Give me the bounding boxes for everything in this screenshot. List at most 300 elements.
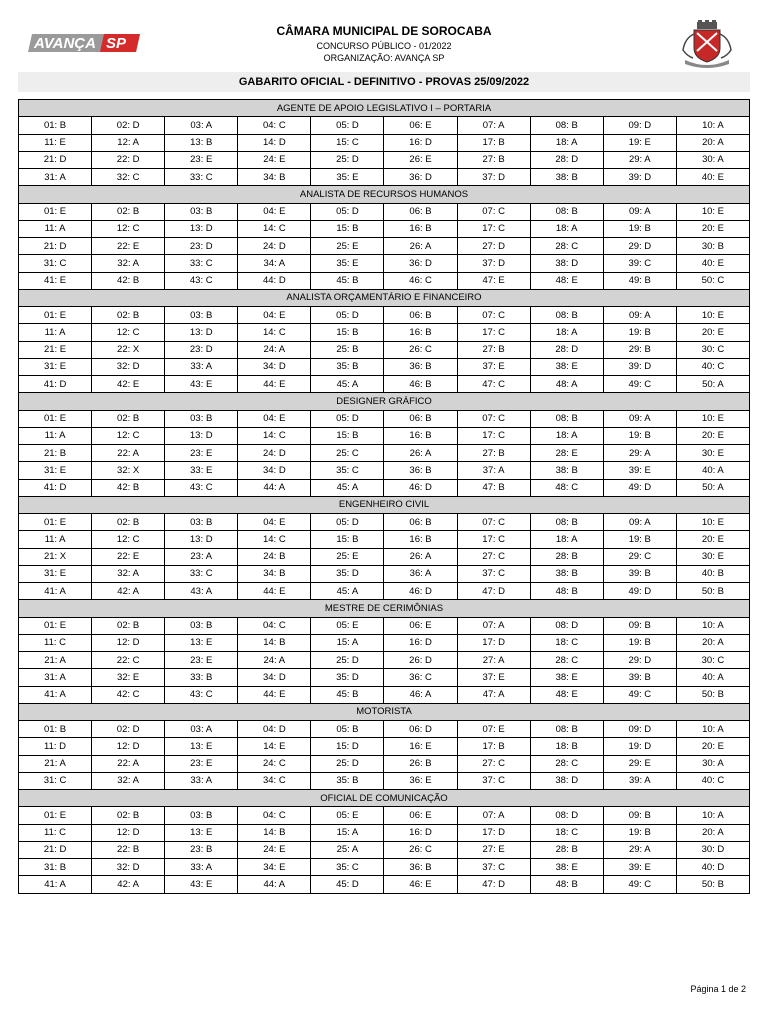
answer-cell: 11: A xyxy=(19,531,92,548)
answer-cell: 40: C xyxy=(676,772,749,789)
answer-cell: 36: B xyxy=(384,462,457,479)
answer-cell: 11: A xyxy=(19,324,92,341)
answer-cell: 43: E xyxy=(165,876,238,893)
answer-cell: 50: B xyxy=(676,876,749,893)
answer-cell: 04: D xyxy=(238,721,311,738)
answer-cell: 33: B xyxy=(165,669,238,686)
answer-cell: 10: A xyxy=(676,117,749,134)
answer-cell: 19: E xyxy=(603,134,676,151)
section-title: MESTRE DE CERIMÔNIAS xyxy=(19,600,750,617)
answer-cell: 17: D xyxy=(457,824,530,841)
answer-cell: 35: E xyxy=(311,169,384,186)
answer-cell: 47: A xyxy=(457,686,530,703)
answer-cell: 28: E xyxy=(530,445,603,462)
answer-cell: 36: E xyxy=(384,772,457,789)
answer-cell: 29: D xyxy=(603,652,676,669)
answer-row xyxy=(19,841,750,858)
answer-cell: 40: E xyxy=(676,169,749,186)
answer-cell: 20: A xyxy=(676,634,749,651)
answer-cell: 20: E xyxy=(676,427,749,444)
answer-cell: 45: D xyxy=(311,876,384,893)
answer-cell: 18: B xyxy=(530,738,603,755)
answer-cell: 13: D xyxy=(165,220,238,237)
answer-cell: 22: A xyxy=(92,755,165,772)
answer-cell: 50: A xyxy=(676,479,749,496)
answer-cell: 22: A xyxy=(92,445,165,462)
answer-cell: 10: A xyxy=(676,617,749,634)
answer-cell: 34: C xyxy=(238,772,311,789)
answer-row xyxy=(19,358,750,375)
answer-cell: 08: B xyxy=(530,307,603,324)
section-header-row xyxy=(19,393,750,410)
answer-cell: 05: B xyxy=(311,721,384,738)
answer-cell: 16: D xyxy=(384,634,457,651)
answer-cell: 16: B xyxy=(384,324,457,341)
answer-cell: 23: E xyxy=(165,652,238,669)
answer-cell: 38: E xyxy=(530,358,603,375)
answer-cell: 12: C xyxy=(92,531,165,548)
answer-cell: 29: D xyxy=(603,238,676,255)
section-header-row xyxy=(19,600,750,617)
answer-cell: 22: C xyxy=(92,652,165,669)
answer-cell: 48: C xyxy=(530,479,603,496)
answer-cell: 20: E xyxy=(676,531,749,548)
answer-cell: 18: A xyxy=(530,324,603,341)
answer-cell: 02: B xyxy=(92,410,165,427)
answer-cell: 43: C xyxy=(165,272,238,289)
answer-cell: 38: B xyxy=(530,462,603,479)
answer-cell: 02: D xyxy=(92,721,165,738)
answer-cell: 22: B xyxy=(92,841,165,858)
answer-cell: 10: A xyxy=(676,807,749,824)
answer-cell: 25: D xyxy=(311,151,384,168)
answer-cell: 02: B xyxy=(92,617,165,634)
answer-cell: 45: A xyxy=(311,583,384,600)
answer-cell: 33: A xyxy=(165,859,238,876)
answer-cell: 36: C xyxy=(384,669,457,686)
section-header-row xyxy=(19,289,750,306)
answer-cell: 26: B xyxy=(384,755,457,772)
answer-cell: 42: C xyxy=(92,686,165,703)
answer-cell: 07: A xyxy=(457,807,530,824)
section-header-row xyxy=(19,703,750,720)
answer-cell: 20: E xyxy=(676,220,749,237)
answer-cell: 12: A xyxy=(92,134,165,151)
answer-cell: 40: E xyxy=(676,255,749,272)
answer-cell: 06: D xyxy=(384,721,457,738)
answer-cell: 31: E xyxy=(19,462,92,479)
answer-row xyxy=(19,514,750,531)
answer-cell: 09: A xyxy=(603,410,676,427)
answer-cell: 16: D xyxy=(384,824,457,841)
answer-cell: 01: E xyxy=(19,203,92,220)
answer-row xyxy=(19,117,750,134)
answer-cell: 28: B xyxy=(530,548,603,565)
answer-cell: 29: A xyxy=(603,151,676,168)
answer-row xyxy=(19,462,750,479)
answer-cell: 35: C xyxy=(311,859,384,876)
answer-cell: 04: E xyxy=(238,203,311,220)
answer-cell: 02: B xyxy=(92,807,165,824)
answer-cell: 44: E xyxy=(238,583,311,600)
answer-row xyxy=(19,755,750,772)
answer-cell: 27: A xyxy=(457,652,530,669)
answer-cell: 15: B xyxy=(311,427,384,444)
answer-cell: 33: C xyxy=(165,169,238,186)
answer-cell: 20: E xyxy=(676,738,749,755)
answer-row xyxy=(19,220,750,237)
answer-cell: 16: D xyxy=(384,134,457,151)
answer-cell: 17: D xyxy=(457,634,530,651)
answer-cell: 30: B xyxy=(676,238,749,255)
answer-cell: 50: A xyxy=(676,376,749,393)
answer-cell: 24: E xyxy=(238,841,311,858)
answer-cell: 19: B xyxy=(603,324,676,341)
answer-cell: 07: C xyxy=(457,410,530,427)
answer-cell: 34: D xyxy=(238,462,311,479)
answer-cell: 18: A xyxy=(530,531,603,548)
answer-row xyxy=(19,531,750,548)
answer-cell: 35: D xyxy=(311,565,384,582)
answer-cell: 20: A xyxy=(676,824,749,841)
answer-cell: 32: X xyxy=(92,462,165,479)
answer-cell: 40: A xyxy=(676,462,749,479)
section-title: AGENTE DE APOIO LEGISLATIVO I – PORTARIA xyxy=(19,100,750,117)
answer-cell: 32: C xyxy=(92,169,165,186)
answer-cell: 20: E xyxy=(676,324,749,341)
answer-cell: 43: E xyxy=(165,376,238,393)
answer-cell: 04: C xyxy=(238,807,311,824)
answer-cell: 36: A xyxy=(384,565,457,582)
answer-cell: 49: C xyxy=(603,686,676,703)
document-title: CÂMARA MUNICIPAL DE SOROCABA xyxy=(276,24,492,38)
answer-cell: 02: D xyxy=(92,117,165,134)
answer-cell: 37: C xyxy=(457,565,530,582)
svg-text:SP: SP xyxy=(106,35,127,52)
answer-cell: 21: D xyxy=(19,841,92,858)
answer-cell: 06: B xyxy=(384,307,457,324)
answer-cell: 22: E xyxy=(92,548,165,565)
answer-cell: 22: D xyxy=(92,151,165,168)
answer-cell: 44: D xyxy=(238,272,311,289)
answer-cell: 32: A xyxy=(92,565,165,582)
answer-cell: 19: B xyxy=(603,427,676,444)
answer-cell: 35: B xyxy=(311,772,384,789)
answer-row xyxy=(19,807,750,824)
answer-cell: 32: E xyxy=(92,669,165,686)
answer-cell: 04: E xyxy=(238,514,311,531)
answer-cell: 24: D xyxy=(238,238,311,255)
answer-cell: 17: C xyxy=(457,427,530,444)
answer-cell: 42: B xyxy=(92,272,165,289)
answer-cell: 01: B xyxy=(19,721,92,738)
answer-cell: 04: E xyxy=(238,410,311,427)
section-title: ANALISTA DE RECURSOS HUMANOS xyxy=(19,186,750,203)
answer-cell: 19: D xyxy=(603,738,676,755)
answer-row xyxy=(19,565,750,582)
answer-cell: 28: C xyxy=(530,755,603,772)
answer-cell: 13: E xyxy=(165,634,238,651)
answer-cell: 08: B xyxy=(530,721,603,738)
answer-cell: 25: E xyxy=(311,548,384,565)
answer-cell: 44: E xyxy=(238,686,311,703)
answer-cell: 46: E xyxy=(384,876,457,893)
answer-cell: 41: E xyxy=(19,272,92,289)
answer-cell: 45: A xyxy=(311,376,384,393)
answer-cell: 37: C xyxy=(457,772,530,789)
answer-cell: 36: B xyxy=(384,358,457,375)
answer-cell: 44: A xyxy=(238,876,311,893)
answer-cell: 23: E xyxy=(165,151,238,168)
answer-cell: 11: C xyxy=(19,634,92,651)
section-title: ENGENHEIRO CIVIL xyxy=(19,496,750,513)
answer-row xyxy=(19,634,750,651)
answer-cell: 29: A xyxy=(603,841,676,858)
answer-cell: 04: C xyxy=(238,117,311,134)
answer-row xyxy=(19,272,750,289)
answer-cell: 14: E xyxy=(238,738,311,755)
answer-row xyxy=(19,772,750,789)
answer-row xyxy=(19,376,750,393)
answer-cell: 37: E xyxy=(457,669,530,686)
answer-cell: 13: D xyxy=(165,531,238,548)
answer-cell: 40: C xyxy=(676,358,749,375)
answer-cell: 27: C xyxy=(457,755,530,772)
answer-cell: 32: D xyxy=(92,358,165,375)
answer-cell: 30: E xyxy=(676,445,749,462)
answer-cell: 01: E xyxy=(19,617,92,634)
answer-cell: 26: C xyxy=(384,341,457,358)
answer-cell: 05: D xyxy=(311,514,384,531)
answer-cell: 19: B xyxy=(603,531,676,548)
answer-cell: 27: E xyxy=(457,841,530,858)
answer-cell: 38: D xyxy=(530,255,603,272)
answer-cell: 35: E xyxy=(311,255,384,272)
answer-cell: 09: A xyxy=(603,203,676,220)
answer-cell: 07: C xyxy=(457,203,530,220)
answer-cell: 36: B xyxy=(384,859,457,876)
answer-cell: 07: A xyxy=(457,117,530,134)
answer-cell: 33: C xyxy=(165,565,238,582)
answer-cell: 03: B xyxy=(165,307,238,324)
answer-cell: 25: A xyxy=(311,841,384,858)
answer-key-title-bar: GABARITO OFICIAL - DEFINITIVO - PROVAS 25/09/2022 xyxy=(18,72,750,92)
answer-cell: 34: B xyxy=(238,565,311,582)
answer-cell: 01: B xyxy=(19,117,92,134)
answer-cell: 34: A xyxy=(238,255,311,272)
answer-cell: 25: D xyxy=(311,755,384,772)
answer-cell: 28: D xyxy=(530,341,603,358)
answer-cell: 50: B xyxy=(676,686,749,703)
answer-row xyxy=(19,686,750,703)
sorocaba-coat-of-arms-icon xyxy=(677,20,737,68)
answer-cell: 30: D xyxy=(676,841,749,858)
answer-cell: 21: D xyxy=(19,151,92,168)
answer-cell: 47: D xyxy=(457,583,530,600)
answer-cell: 16: B xyxy=(384,427,457,444)
answer-cell: 14: B xyxy=(238,634,311,651)
answer-cell: 35: B xyxy=(311,358,384,375)
answer-cell: 36: D xyxy=(384,169,457,186)
answer-cell: 32: A xyxy=(92,772,165,789)
answer-cell: 08: B xyxy=(530,410,603,427)
answer-cell: 21: D xyxy=(19,238,92,255)
answer-cell: 46: D xyxy=(384,583,457,600)
answer-cell: 10: E xyxy=(676,307,749,324)
answer-cell: 39: C xyxy=(603,255,676,272)
answer-cell: 13: B xyxy=(165,134,238,151)
answer-cell: 26: C xyxy=(384,841,457,858)
answer-cell: 09: D xyxy=(603,721,676,738)
answer-cell: 05: D xyxy=(311,117,384,134)
answer-cell: 28: C xyxy=(530,652,603,669)
answer-row xyxy=(19,324,750,341)
answer-cell: 23: D xyxy=(165,341,238,358)
answer-cell: 05: E xyxy=(311,617,384,634)
answer-cell: 23: E xyxy=(165,755,238,772)
answer-cell: 37: A xyxy=(457,462,530,479)
answer-cell: 34: E xyxy=(238,859,311,876)
answer-cell: 18: A xyxy=(530,427,603,444)
answer-cell: 34: D xyxy=(238,669,311,686)
answer-cell: 24: A xyxy=(238,341,311,358)
answer-cell: 23: A xyxy=(165,548,238,565)
answer-cell: 42: A xyxy=(92,876,165,893)
answer-cell: 27: D xyxy=(457,238,530,255)
answer-cell: 39: A xyxy=(603,772,676,789)
answer-cell: 11: A xyxy=(19,220,92,237)
answer-cell: 30: A xyxy=(676,151,749,168)
answer-cell: 38: B xyxy=(530,565,603,582)
answer-cell: 14: C xyxy=(238,324,311,341)
answer-cell: 16: B xyxy=(384,220,457,237)
answer-cell: 26: E xyxy=(384,151,457,168)
answer-cell: 38: B xyxy=(530,169,603,186)
answer-key-table xyxy=(18,99,750,894)
answer-cell: 39: E xyxy=(603,859,676,876)
answer-row xyxy=(19,203,750,220)
answer-cell: 33: A xyxy=(165,772,238,789)
answer-cell: 06: B xyxy=(384,514,457,531)
answer-cell: 50: B xyxy=(676,583,749,600)
answer-cell: 33: E xyxy=(165,462,238,479)
answer-cell: 12: C xyxy=(92,220,165,237)
section-title: OFICIAL DE COMUNICAÇÃO xyxy=(19,790,750,807)
answer-cell: 21: E xyxy=(19,341,92,358)
answer-cell: 48: B xyxy=(530,876,603,893)
answer-cell: 48: B xyxy=(530,583,603,600)
answer-row xyxy=(19,824,750,841)
answer-cell: 30: E xyxy=(676,548,749,565)
answer-cell: 01: E xyxy=(19,807,92,824)
answer-cell: 47: C xyxy=(457,376,530,393)
answer-cell: 06: E xyxy=(384,117,457,134)
answer-cell: 48: E xyxy=(530,272,603,289)
answer-cell: 31: C xyxy=(19,772,92,789)
answer-cell: 19: B xyxy=(603,824,676,841)
answer-cell: 06: E xyxy=(384,617,457,634)
answer-cell: 18: A xyxy=(530,220,603,237)
answer-cell: 49: D xyxy=(603,583,676,600)
answer-cell: 08: D xyxy=(530,617,603,634)
answer-cell: 10: E xyxy=(676,410,749,427)
answer-cell: 02: B xyxy=(92,514,165,531)
answer-cell: 21: X xyxy=(19,548,92,565)
answer-cell: 24: C xyxy=(238,755,311,772)
answer-cell: 17: B xyxy=(457,738,530,755)
answer-cell: 25: E xyxy=(311,238,384,255)
answer-cell: 48: A xyxy=(530,376,603,393)
answer-cell: 11: C xyxy=(19,824,92,841)
answer-cell: 46: C xyxy=(384,272,457,289)
answer-cell: 49: C xyxy=(603,876,676,893)
answer-cell: 32: D xyxy=(92,859,165,876)
answer-row xyxy=(19,548,750,565)
answer-cell: 10: E xyxy=(676,203,749,220)
answer-cell: 37: E xyxy=(457,358,530,375)
answer-cell: 21: A xyxy=(19,755,92,772)
answer-cell: 17: C xyxy=(457,324,530,341)
answer-cell: 37: C xyxy=(457,859,530,876)
answer-cell: 47: E xyxy=(457,272,530,289)
section-header-row xyxy=(19,100,750,117)
answer-cell: 31: A xyxy=(19,669,92,686)
answer-cell: 14: C xyxy=(238,220,311,237)
answer-cell: 05: D xyxy=(311,203,384,220)
answer-cell: 26: A xyxy=(384,238,457,255)
answer-cell: 30: C xyxy=(676,341,749,358)
answer-cell: 17: C xyxy=(457,220,530,237)
answer-cell: 30: A xyxy=(676,755,749,772)
answer-cell: 15: D xyxy=(311,738,384,755)
answer-cell: 11: E xyxy=(19,134,92,151)
answer-cell: 44: A xyxy=(238,479,311,496)
answer-cell: 13: E xyxy=(165,738,238,755)
answer-cell: 41: D xyxy=(19,479,92,496)
answer-cell: 29: A xyxy=(603,445,676,462)
answer-cell: 21: B xyxy=(19,445,92,462)
answer-cell: 46: A xyxy=(384,686,457,703)
answer-row xyxy=(19,341,750,358)
answer-cell: 28: B xyxy=(530,841,603,858)
answer-cell: 42: B xyxy=(92,479,165,496)
answer-cell: 49: B xyxy=(603,272,676,289)
answer-row xyxy=(19,583,750,600)
answer-cell: 03: B xyxy=(165,410,238,427)
answer-cell: 45: B xyxy=(311,686,384,703)
answer-cell: 19: B xyxy=(603,634,676,651)
answer-cell: 33: A xyxy=(165,358,238,375)
answer-cell: 38: E xyxy=(530,669,603,686)
answer-cell: 49: C xyxy=(603,376,676,393)
answer-cell: 12: D xyxy=(92,738,165,755)
answer-cell: 10: A xyxy=(676,721,749,738)
answer-cell: 29: B xyxy=(603,341,676,358)
answer-cell: 09: D xyxy=(603,117,676,134)
answer-cell: 16: B xyxy=(384,531,457,548)
answer-cell: 15: B xyxy=(311,531,384,548)
answer-cell: 46: B xyxy=(384,376,457,393)
answer-cell: 13: D xyxy=(165,427,238,444)
answer-cell: 37: D xyxy=(457,169,530,186)
answer-cell: 24: A xyxy=(238,652,311,669)
answer-row xyxy=(19,859,750,876)
answer-cell: 48: E xyxy=(530,686,603,703)
answer-row xyxy=(19,876,750,893)
answer-cell: 14: B xyxy=(238,824,311,841)
answer-cell: 39: D xyxy=(603,169,676,186)
answer-cell: 24: E xyxy=(238,151,311,168)
